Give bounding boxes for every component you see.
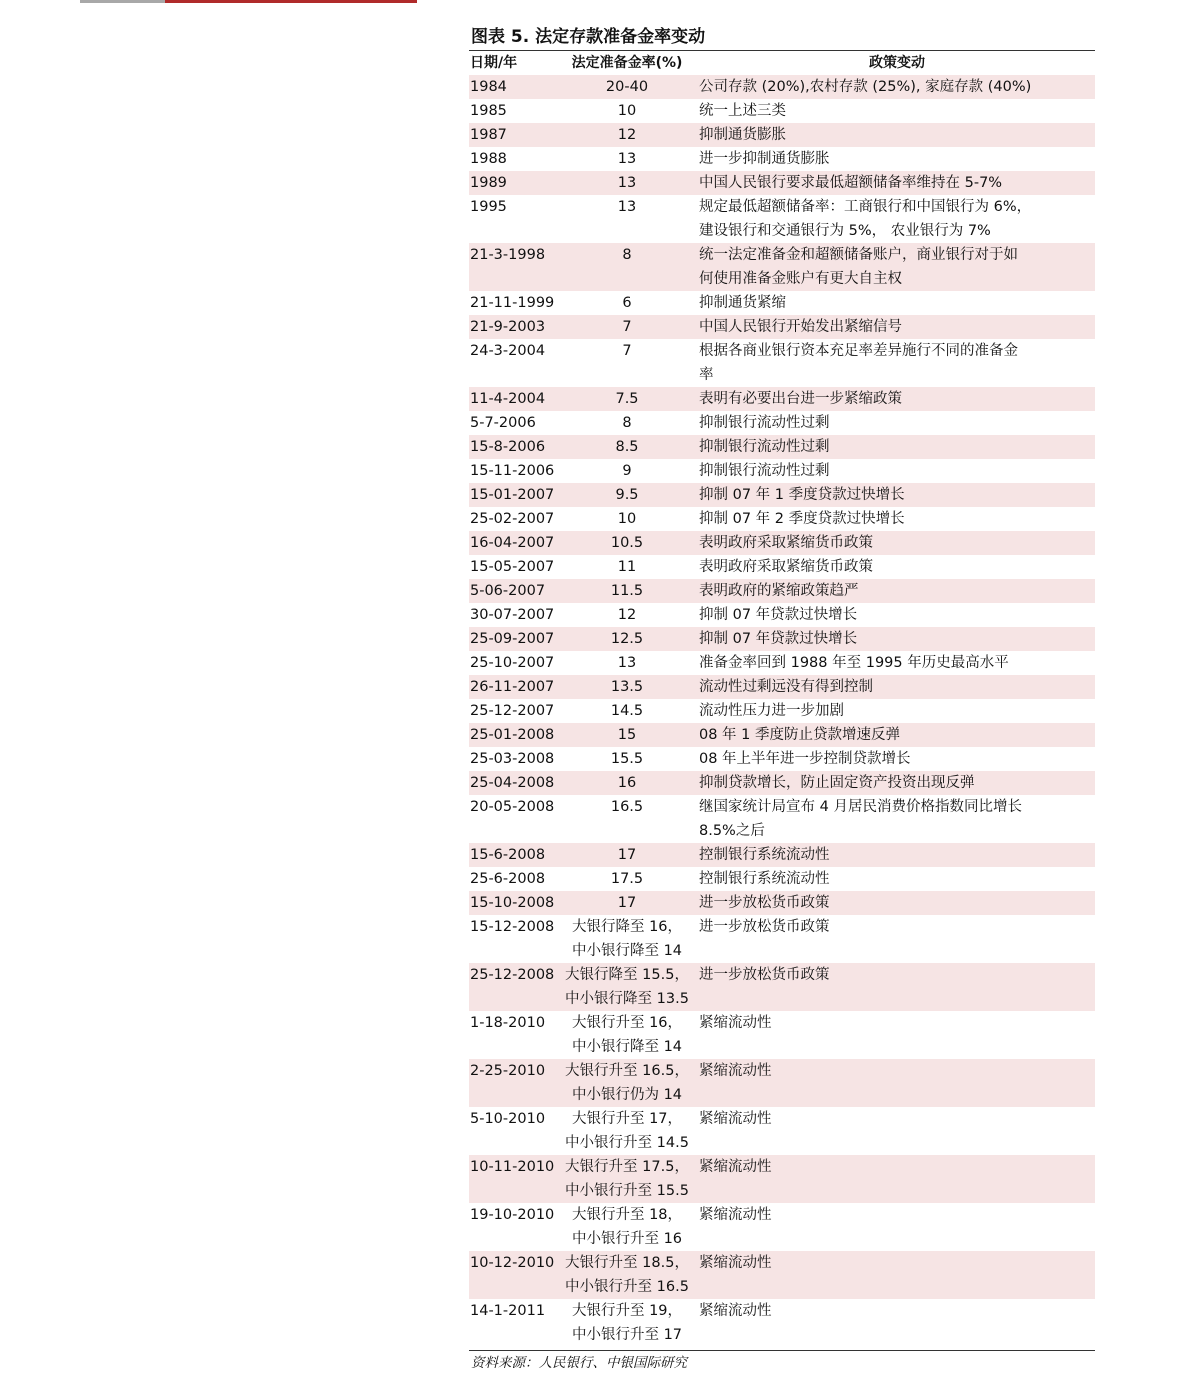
cell-policy: [699, 867, 1095, 891]
cell-rate: [555, 555, 699, 579]
cell-rate: [555, 675, 699, 699]
cell-policy: [699, 1059, 1095, 1107]
cell-date: 21-3-1998: [470, 247, 546, 263]
cell-policy: [699, 555, 1095, 579]
rate-line: 10.5: [610, 535, 644, 551]
rate-line: 13: [617, 175, 637, 191]
cell-rate: [555, 771, 699, 795]
table-row: [469, 603, 1095, 627]
cell-rate: [555, 1251, 699, 1299]
policy-line: 中国人民银行开始发出紧缩信号: [699, 319, 902, 335]
cell-date: 25-03-2008: [470, 751, 555, 767]
policy-line: 表明政府的紧缩政策趋严: [699, 583, 859, 599]
cell-date: 15-11-2006: [470, 463, 555, 479]
cell-rate: [555, 747, 699, 771]
policy-line: 紧缩流动性: [699, 1207, 772, 1223]
policy-line: 继国家统计局宣布 4 月居民消费价格指数同比增长: [699, 799, 1022, 815]
rate-line: 17: [617, 895, 637, 911]
table-row: [469, 1299, 1095, 1347]
policy-line: 抑制 07 年 2 季度贷款过快增长: [699, 511, 905, 527]
header-policy: 政策变动: [869, 55, 925, 71]
cell-rate: [555, 627, 699, 651]
table-row: [469, 99, 1095, 123]
rate-line: 12: [617, 127, 637, 143]
cell-rate: [555, 483, 699, 507]
rate-line: 11.5: [610, 583, 644, 599]
cell-rate: [555, 411, 699, 435]
policy-line: 紧缩流动性: [699, 1063, 772, 1079]
cell-date: 1989: [470, 175, 507, 191]
table-row: [469, 579, 1095, 603]
cell-policy: [699, 459, 1095, 483]
rate-line: 大银行升至 17，: [571, 1111, 683, 1127]
table-row: [469, 1059, 1095, 1107]
cell-rate: [555, 1107, 699, 1155]
cell-policy: [699, 387, 1095, 411]
table-row: [469, 411, 1095, 435]
table-row: [469, 387, 1095, 411]
accent-bar-red: [165, 0, 417, 3]
rate-line: 大银行降至 15.5，: [565, 967, 689, 983]
rate-line: 8: [622, 415, 632, 431]
rate-line: 13: [617, 655, 637, 671]
cell-rate: [555, 891, 699, 915]
table-row: [469, 963, 1095, 1011]
rate-line: 大银行升至 16，: [571, 1015, 683, 1031]
rate-line: 6: [622, 295, 632, 311]
table-body: [469, 75, 1095, 1347]
rate-line: 中小银行降至 13.5: [565, 991, 689, 1007]
policy-line: 紧缩流动性: [699, 1111, 772, 1127]
policy-line: 统一上述三类: [699, 103, 786, 119]
cell-date: 10-11-2010: [470, 1159, 555, 1175]
rate-line: 16.5: [610, 799, 644, 815]
rate-line: 15.5: [610, 751, 644, 767]
cell-policy: [699, 723, 1095, 747]
policy-line: 表明有必要出台进一步紧缩政策: [699, 391, 902, 407]
cell-policy: [699, 195, 1095, 243]
table-row: [469, 339, 1095, 387]
policy-line: 公司存款 (20%),农村存款 (25%), 家庭存款 (40%): [699, 79, 1032, 95]
table-row: [469, 747, 1095, 771]
source-note: 资料来源：人民银行、中银国际研究: [471, 1355, 687, 1371]
rate-line: 中小银行升至 14.5: [565, 1135, 689, 1151]
figure-title: 图表 5. 法定存款准备金率变动: [471, 27, 706, 47]
table-row: [469, 531, 1095, 555]
cell-rate: [555, 651, 699, 675]
table-row: [469, 435, 1095, 459]
cell-date: 16-04-2007: [470, 535, 555, 551]
accent-bar-gray: [80, 0, 165, 3]
cell-policy: [699, 1011, 1095, 1059]
rate-line: 20-40: [605, 79, 649, 95]
rate-line: 17: [617, 847, 637, 863]
cell-rate: [555, 435, 699, 459]
table-row: [469, 147, 1095, 171]
cell-date: 25-12-2007: [470, 703, 555, 719]
table-row: [469, 291, 1095, 315]
rate-line: 8.5: [615, 439, 639, 455]
cell-policy: [699, 507, 1095, 531]
table-row: [469, 195, 1095, 243]
header-date: 日期/年: [470, 55, 518, 71]
cell-date: 11-4-2004: [470, 391, 546, 407]
table-row: [469, 507, 1095, 531]
cell-policy: [699, 1107, 1095, 1155]
cell-date: 19-10-2010: [470, 1207, 555, 1223]
rate-line: 11: [617, 559, 637, 575]
cell-rate: [555, 603, 699, 627]
rate-line: 8: [622, 247, 632, 263]
rate-line: 中小银行升至 17: [571, 1327, 683, 1343]
cell-rate: [555, 1011, 699, 1059]
rate-line: 中小银行降至 14: [571, 943, 683, 959]
policy-line: 流动性过剩远没有得到控制: [699, 679, 873, 695]
cell-date: 5-7-2006: [470, 415, 536, 431]
table-row: [469, 1155, 1095, 1203]
rate-line: 10: [617, 103, 637, 119]
rate-line: 13: [617, 199, 637, 215]
policy-line: 进一步抑制通货膨胀: [699, 151, 830, 167]
policy-line: 进一步放松货币政策: [699, 967, 830, 983]
cell-rate: [555, 915, 699, 963]
cell-policy: [699, 99, 1095, 123]
policy-line: 控制银行系统流动性: [699, 871, 830, 887]
rate-line: 大银行升至 18.5，: [565, 1255, 689, 1271]
cell-date: 21-9-2003: [470, 319, 546, 335]
rate-line: 大银行升至 19，: [571, 1303, 683, 1319]
policy-line: 抑制银行流动性过剩: [699, 439, 830, 455]
cell-policy: [699, 315, 1095, 339]
cell-date: 1985: [470, 103, 507, 119]
cell-policy: [699, 339, 1095, 387]
rate-line: 中小银行降至 14: [571, 1039, 683, 1055]
rate-line: 15: [617, 727, 637, 743]
policy-line: 中国人民银行要求最低超额储备率维持在 5-7%: [699, 175, 1003, 191]
cell-rate: [555, 963, 699, 1011]
cell-date: 10-12-2010: [470, 1255, 555, 1271]
cell-rate: [555, 291, 699, 315]
policy-line: 抑制通货膨胀: [699, 127, 786, 143]
cell-date: 30-07-2007: [470, 607, 555, 623]
policy-line: 抑制 07 年 1 季度贷款过快增长: [699, 487, 905, 503]
cell-policy: [699, 75, 1095, 99]
cell-policy: [699, 603, 1095, 627]
header-accent-bar: [80, 0, 417, 3]
cell-policy: [699, 747, 1095, 771]
rate-line: 7: [622, 343, 632, 359]
cell-rate: [555, 531, 699, 555]
cell-policy: [699, 627, 1095, 651]
policy-line: 抑制贷款增长，防止固定资产投资出现反弹: [699, 775, 975, 791]
cell-rate: [555, 867, 699, 891]
rate-line: 大银行升至 18，: [571, 1207, 683, 1223]
rate-line: 9: [622, 463, 632, 479]
rate-line: 12: [617, 607, 637, 623]
header-rate: 法定准备金率(%): [571, 55, 683, 71]
rate-line: 7.5: [615, 391, 639, 407]
rate-line: 17.5: [610, 871, 644, 887]
table-row: [469, 555, 1095, 579]
cell-rate: [555, 699, 699, 723]
cell-rate: [555, 579, 699, 603]
cell-date: 1984: [470, 79, 507, 95]
cell-policy: [699, 147, 1095, 171]
cell-date: 25-04-2008: [470, 775, 555, 791]
policy-line: 抑制银行流动性过剩: [699, 415, 830, 431]
cell-policy: [699, 411, 1095, 435]
cell-policy: [699, 915, 1095, 963]
cell-policy: [699, 1203, 1095, 1251]
table-row: [469, 795, 1095, 843]
policy-line: 准备金率回到 1988 年至 1995 年历史最高水平: [699, 655, 1009, 671]
cell-date: 25-01-2008: [470, 727, 555, 743]
table-row: [469, 1011, 1095, 1059]
policy-line: 抑制通货紧缩: [699, 295, 786, 311]
table-row: [469, 1251, 1095, 1299]
policy-line: 统一法定准备金和超额储备账户，商业银行对于如: [699, 247, 1018, 263]
cell-date: 25-6-2008: [470, 871, 546, 887]
cell-rate: [555, 1155, 699, 1203]
cell-policy: [699, 651, 1095, 675]
cell-date: 1987: [470, 127, 507, 143]
rate-line: 14.5: [610, 703, 644, 719]
rate-line: 大银行降至 16，: [571, 919, 683, 935]
reserve-ratio-table-figure: [469, 24, 1095, 1375]
cell-policy: [699, 963, 1095, 1011]
rate-line: 12.5: [610, 631, 644, 647]
cell-date: 26-11-2007: [470, 679, 555, 695]
cell-rate: [555, 99, 699, 123]
policy-line: 规定最低超额储备率：工商银行和中国银行为 6%，: [699, 199, 1032, 215]
cell-rate: [555, 843, 699, 867]
policy-line: 08 年上半年进一步控制贷款增长: [699, 751, 911, 767]
table-row: [469, 1203, 1095, 1251]
cell-policy: [699, 291, 1095, 315]
policy-line: 紧缩流动性: [699, 1159, 772, 1175]
table-row: [469, 843, 1095, 867]
cell-rate: [555, 171, 699, 195]
cell-date: 25-09-2007: [470, 631, 555, 647]
cell-date: 15-01-2007: [470, 487, 555, 503]
cell-date: 1988: [470, 151, 507, 167]
table-row: [469, 771, 1095, 795]
cell-policy: [699, 435, 1095, 459]
cell-date: 20-05-2008: [470, 799, 555, 815]
cell-policy: [699, 1251, 1095, 1299]
cell-policy: [699, 675, 1095, 699]
table-row: [469, 675, 1095, 699]
cell-date: 21-11-1999: [470, 295, 555, 311]
policy-line: 进一步放松货币政策: [699, 919, 830, 935]
cell-date: 1-18-2010: [470, 1015, 546, 1031]
cell-rate: [555, 507, 699, 531]
cell-date: 25-12-2008: [470, 967, 555, 983]
rate-line: 13.5: [610, 679, 644, 695]
cell-rate: [555, 75, 699, 99]
rate-line: 中小银行升至 16.5: [565, 1279, 689, 1295]
cell-date: 25-10-2007: [470, 655, 555, 671]
table-row: [469, 699, 1095, 723]
rate-line: 16: [617, 775, 637, 791]
rate-line: 10: [617, 511, 637, 527]
table-row: [469, 1107, 1095, 1155]
cell-date: 15-6-2008: [470, 847, 546, 863]
table-row: [469, 891, 1095, 915]
policy-line: 建设银行和交通银行为 5%， 农业银行为 7%: [699, 223, 991, 239]
rate-line: 中小银行升至 15.5: [565, 1183, 689, 1199]
cell-date: 5-06-2007: [470, 583, 546, 599]
cell-date: 15-12-2008: [470, 919, 555, 935]
cell-date: 15-10-2008: [470, 895, 555, 911]
table-row: [469, 867, 1095, 891]
cell-date: 25-02-2007: [470, 511, 555, 527]
table-row: [469, 459, 1095, 483]
cell-policy: [699, 1155, 1095, 1203]
cell-rate: [555, 723, 699, 747]
table-header: [469, 51, 1095, 75]
table-row: [469, 123, 1095, 147]
policy-line: 根据各商业银行资本充足率差异施行不同的准备金: [699, 343, 1018, 359]
cell-policy: [699, 1299, 1095, 1347]
policy-line: 抑制 07 年贷款过快增长: [699, 631, 858, 647]
cell-policy: [699, 843, 1095, 867]
policy-line: 紧缩流动性: [699, 1015, 772, 1031]
rate-line: 中小银行升至 16: [571, 1231, 683, 1247]
cell-rate: [555, 123, 699, 147]
cell-rate: [555, 387, 699, 411]
cell-policy: [699, 243, 1095, 291]
table-row: [469, 483, 1095, 507]
rate-line: 大银行升至 17.5，: [565, 1159, 689, 1175]
cell-policy: [699, 171, 1095, 195]
cell-rate: [555, 195, 699, 243]
table-row: [469, 651, 1095, 675]
table-row: [469, 243, 1095, 291]
rate-line: 中小银行仍为 14: [571, 1087, 683, 1103]
policy-line: 进一步放松货币政策: [699, 895, 830, 911]
cell-rate: [555, 1203, 699, 1251]
cell-date: 14-1-2011: [470, 1303, 546, 1319]
cell-policy: [699, 483, 1095, 507]
table-row: [469, 75, 1095, 99]
policy-line: 抑制银行流动性过剩: [699, 463, 830, 479]
cell-policy: [699, 123, 1095, 147]
cell-rate: [555, 243, 699, 291]
policy-line: 08 年 1 季度防止贷款增速反弹: [699, 727, 901, 743]
cell-policy: [699, 891, 1095, 915]
cell-date: 15-8-2006: [470, 439, 546, 455]
cell-rate: [555, 339, 699, 387]
table-row: [469, 723, 1095, 747]
rate-line: 9.5: [615, 487, 639, 503]
cell-date: 15-05-2007: [470, 559, 555, 575]
cell-policy: [699, 699, 1095, 723]
rate-line: 大银行升至 16.5，: [565, 1063, 689, 1079]
rate-line: 7: [622, 319, 632, 335]
cell-policy: [699, 579, 1095, 603]
policy-line: 控制银行系统流动性: [699, 847, 830, 863]
cell-policy: [699, 771, 1095, 795]
cell-rate: [555, 1059, 699, 1107]
table-row: [469, 171, 1095, 195]
rate-line: 13: [617, 151, 637, 167]
cell-date: 24-3-2004: [470, 343, 546, 359]
policy-line: 何使用准备金账户有更大自主权: [699, 271, 902, 287]
table-row: [469, 915, 1095, 963]
cell-date: 1995: [470, 199, 507, 215]
cell-rate: [555, 459, 699, 483]
policy-line: 紧缩流动性: [699, 1255, 772, 1271]
table-row: [469, 627, 1095, 651]
policy-line: 率: [699, 367, 714, 383]
cell-rate: [555, 147, 699, 171]
cell-date: 5-10-2010: [470, 1111, 546, 1127]
table-row: [469, 315, 1095, 339]
policy-line: 流动性压力进一步加剧: [699, 703, 844, 719]
policy-line: 8.5%之后: [699, 823, 765, 839]
cell-policy: [699, 795, 1095, 843]
policy-line: 紧缩流动性: [699, 1303, 772, 1319]
cell-rate: [555, 315, 699, 339]
cell-date: 2-25-2010: [470, 1063, 546, 1079]
policy-line: 表明政府采取紧缩货币政策: [699, 535, 873, 551]
policy-line: 表明政府采取紧缩货币政策: [699, 559, 873, 575]
cell-policy: [699, 531, 1095, 555]
cell-rate: [555, 795, 699, 843]
cell-rate: [555, 1299, 699, 1347]
policy-line: 抑制 07 年贷款过快增长: [699, 607, 858, 623]
